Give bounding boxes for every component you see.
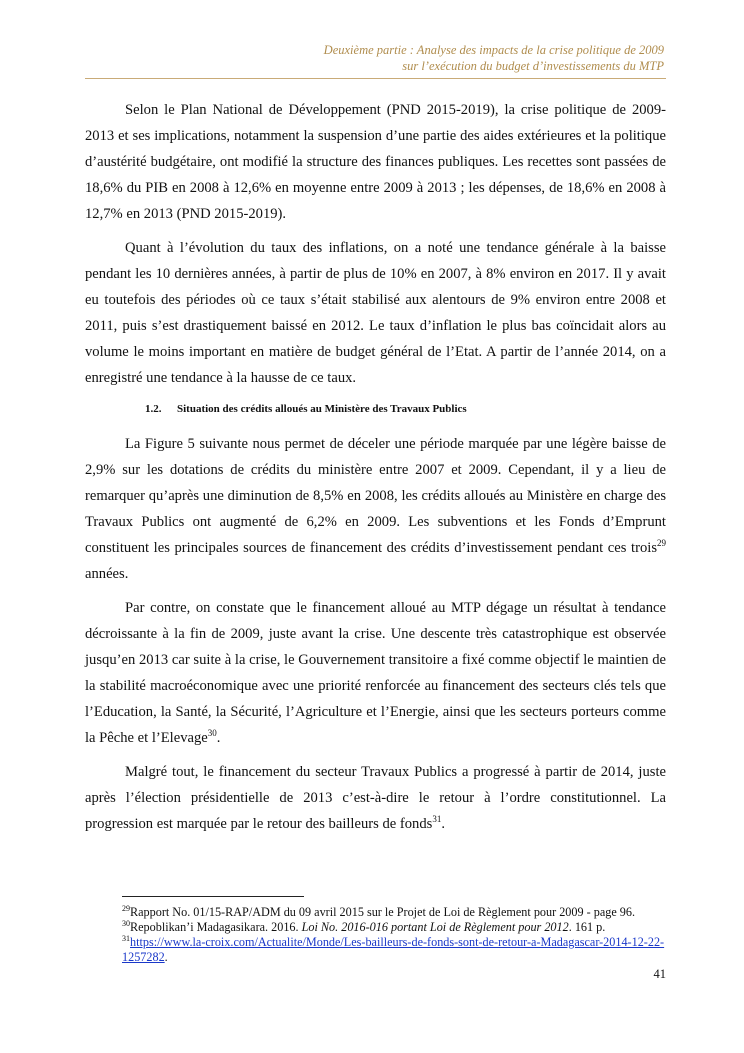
footnote-separator [122, 896, 304, 897]
paragraph-5-end: . [441, 816, 445, 832]
paragraph-3 [85, 431, 666, 587]
footnote-30-text-a: Repoblikan’i Madagasikara. 2016. [130, 920, 302, 934]
page-number: 41 [653, 967, 666, 981]
footnote-31-link[interactable]: https://www.la-croix.com/Actualite/Monde/Les-bailleurs-de-fonds-sont-de-retour-a-Madagascar-2014-12-22-1257282 [122, 935, 665, 964]
section-number: 1.2. [145, 403, 162, 415]
footnote-31-end: . [164, 950, 168, 964]
footnote-31 [122, 935, 667, 965]
footnote-31-number: 31 [122, 933, 130, 943]
paragraph-3-text: La Figure 5 suivante nous permet de déceler une période marquée par une légère baisse de 2,9% sur les dotations de crédits du ministère entre 2007 et 2009. Cependant, il y a lieu de remarquer qu’après une diminution de 8,5% en 2008, les crédits alloués au Ministère en charge des Travaux Publics ont augmenté de 6,2% en 2009. Les subventions et les Fonds d’Emprunt constituent les principales sources de financement des crédits d’investissement pendant ces trois [85, 436, 666, 556]
paragraph-3-end: années. [85, 566, 129, 582]
paragraph-4-end: . [216, 730, 221, 746]
running-header-line-2: sur l’exécution du budget d’investissements du MTP [402, 59, 664, 73]
paragraph-4-text: Par contre, on constate que le financement alloué au MTP dégage un résultat à tendance décroissante à la fin de 2009, juste avant la crise. Une descente très catastrophique est observée jusqu’en 2013 car suite à la crise, le Gouvernement transitoire a fixé comme objectif le maintien de la stabilité macroéconomique avec une priorité renforcée au financement des secteurs clés tels que l’Education, la Santé, la Sécurité, l’Agriculture et l’Energie, ainsi que les secteurs porteurs comme la Pêche et l’Elevage [85, 600, 666, 746]
footnote-30 [122, 920, 667, 935]
section-heading [85, 399, 666, 419]
footnote-29 [122, 905, 667, 920]
footnote-ref-31[interactable]: 31 [432, 814, 442, 825]
footnotes [122, 905, 667, 965]
paragraph-5-text: Malgré tout, le financement du secteur Travaux Publics a progressé à partir de 2014, juste après l’élection présidentielle de 2013 c’est-à-dire le retour à l’ordre constitutionnel. La progression est marquée par le retour des bailleurs de fonds [85, 764, 666, 832]
paragraph-2: Quant à l’évolution du taux des inflations, on a noté une tendance générale à la baisse pendant les 10 dernières années, à partir de plus de 10% en 2007, à 8% environ en 2017. Il y avait eu toutefois des périodes où ce taux s’était stabilisé aux alentours de 9% environ entre 2008 et 2011, puis s’est drastiquement baissé en 2012. Le taux d’inflation le plus bas coïncidait alors au volume le moins important en matière de budget général de l’Etat. A partir de l’année 2014, on a enregistré une tendance à la hausse de ce taux. [85, 240, 666, 386]
section-title: Situation des crédits alloués au Ministère des Travaux Publics [177, 403, 467, 415]
footnote-ref-30[interactable]: 30 [207, 728, 217, 739]
footnote-30-text-b: . 161 p. [568, 920, 606, 934]
footnote-ref-29[interactable]: 29 [657, 538, 666, 549]
footnote-29-number: 29 [122, 903, 130, 913]
paragraph-4 [85, 595, 666, 751]
header-rule [85, 78, 666, 79]
footnote-30-number: 30 [122, 918, 130, 928]
body-text [85, 97, 666, 845]
footnote-29-text: Rapport No. 01/15-RAP/ADM du 09 avril 2015 sur le Projet de Loi de Règlement pour 2009 - page 96. [130, 905, 636, 919]
paragraph-1: Selon le Plan National de Développement (PND 2015-2019), la crise politique de 2009-2013 et ses implications, notamment la suspension d’une partie des aides extérieures et la politique d’austérité budgétaire, ont modifié la structure des finances publiques. Les recettes sont passées de 18,6% du PIB en 2008 à 12,6% en moyenne entre 2009 à 2013 ; les dépenses, de 18,6% en 2008 à 12,7% en 2013 (PND 2015-2019). [85, 102, 666, 222]
running-header [324, 42, 664, 74]
running-header-line-1: Deuxième partie : Analyse des impacts de la crise politique de 2009 [323, 43, 664, 57]
paragraph-5 [85, 759, 666, 837]
footnote-30-title: Loi No. 2016-016 portant Loi de Règlement pour 2012 [301, 920, 569, 934]
